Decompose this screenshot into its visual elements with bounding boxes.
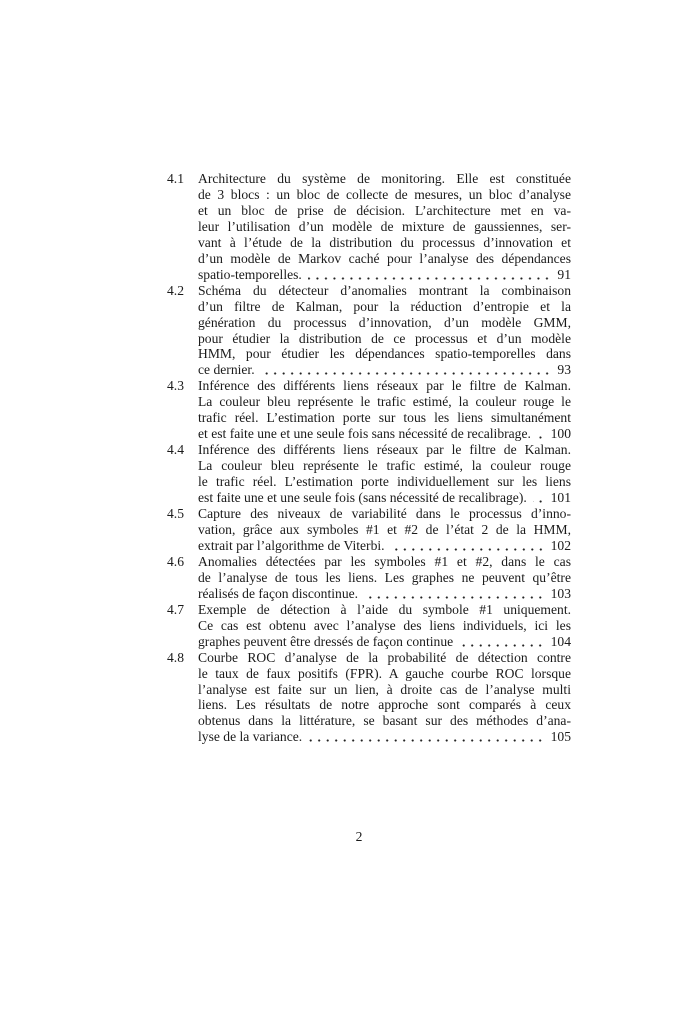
- caption-line: graphes peuvent être dressés de façon continue: [198, 633, 454, 649]
- figure-entry[interactable]: [167, 506, 571, 554]
- caption-line: trafic réel. L’estimation porte sur tous les liens simultanément: [198, 410, 571, 426]
- caption-line: liens. Les résultats de notre approche sont comparés à ceux: [198, 697, 571, 713]
- caption-line: est faite une et une seule fois (sans nécessité de recalibrage).: [198, 490, 527, 506]
- caption-line: leur l’utilisation d’un modèle de mixture de gaussiennes, ser-: [198, 218, 571, 234]
- figure-caption: [198, 602, 571, 650]
- caption-line: Ce cas est obtenu avec l’analyse des liens individuels, ici les: [198, 617, 571, 633]
- page-reference[interactable]: 93: [557, 362, 571, 378]
- figure-number: 4.7: [167, 601, 184, 617]
- figure-entry[interactable]: [167, 554, 571, 602]
- caption-last-line: [198, 490, 571, 506]
- figure-caption: [198, 171, 571, 283]
- figure-caption: [198, 283, 571, 379]
- caption-line: Schéma du détecteur d’anomalies montrant la combinaison: [198, 282, 571, 298]
- caption-last-line: [198, 267, 571, 283]
- caption-line: Inférence des différents liens réseaux par le filtre de Kalman.: [198, 378, 571, 394]
- page-reference[interactable]: 91: [557, 266, 571, 282]
- dot-leader: [537, 429, 545, 439]
- caption-line: pour étudier la distribution de ce processus et d’un modèle: [198, 330, 571, 346]
- figure-caption: [198, 506, 571, 554]
- caption-line: et est faite une et une seule fois sans nécessité de recalibrage.: [198, 426, 531, 442]
- page-reference[interactable]: 105: [550, 729, 571, 745]
- dot-leader: [308, 732, 544, 742]
- list-of-figures: [167, 171, 571, 745]
- dot-leader: [364, 589, 545, 599]
- caption-line: et un bloc de prise de décision. L’architecture met en va-: [198, 202, 571, 218]
- caption-line: le trafic réel. L’estimation porte individuellement sur les liens: [198, 474, 571, 490]
- caption-line: génération du processus d’innovation, d’un modèle GMM,: [198, 314, 571, 330]
- figure-caption: [198, 378, 571, 442]
- page-number: 2: [355, 829, 363, 844]
- page-reference[interactable]: 100: [550, 426, 571, 442]
- dot-leader: [459, 637, 544, 647]
- caption-line: Courbe ROC d’analyse de la probabilité de détection contre: [198, 649, 571, 665]
- caption-line: d’un filtre de Kalman, pour la réduction d’entropie et la: [198, 298, 571, 314]
- caption-line: de l’analyse de tous les liens. Les graphes ne peuvent qu’être: [198, 569, 571, 585]
- dot-leader: [391, 541, 545, 551]
- figure-entry[interactable]: [167, 378, 571, 442]
- caption-line: extrait par l’algorithme de Viterbi.: [198, 537, 385, 553]
- figure-number: 4.4: [167, 442, 184, 458]
- caption-line: vation, grâce aux symboles #1 et #2 de l’état 2 de la HMM,: [198, 521, 571, 537]
- caption-line: vant à l’étude de la distribution du processus d’innovation et: [198, 234, 571, 250]
- caption-last-line: [198, 426, 571, 442]
- caption-line: ce dernier.: [198, 362, 255, 378]
- caption-line: l’analyse est faite sur un lien, à droite cas de l’analyse multi: [198, 681, 571, 697]
- figure-entry[interactable]: [167, 442, 571, 506]
- figure-number: 4.1: [167, 171, 184, 186]
- page-reference[interactable]: 104: [550, 633, 571, 649]
- caption-last-line: [198, 586, 571, 602]
- caption-line: Inférence des différents liens réseaux par le filtre de Kalman.: [198, 442, 571, 458]
- caption-line: obtenus dans la littérature, se basant sur des méthodes d’ana-: [198, 713, 571, 729]
- caption-line: de 3 blocs : un bloc de collecte de mesures, un bloc d’analyse: [198, 186, 571, 202]
- caption-line: Capture des niveaux de variabilité dans le processus d’inno-: [198, 506, 571, 522]
- caption-line: spatio-temporelles.: [198, 266, 302, 282]
- caption-line: HMM, pour étudier les dépendances spatio-temporelles dans: [198, 346, 571, 362]
- caption-line: réalisés de façon discontinue.: [198, 585, 359, 601]
- caption-line: le taux de faux positifs (FPR). A gauche courbe ROC lorsque: [198, 665, 571, 681]
- figure-entry[interactable]: [167, 602, 571, 650]
- caption-last-line: [198, 538, 571, 554]
- figure-number: 4.3: [167, 378, 184, 394]
- figure-number: 4.6: [167, 553, 184, 569]
- caption-last-line: [198, 362, 571, 378]
- figure-caption: [198, 650, 571, 746]
- figure-number: 4.2: [167, 282, 184, 298]
- dot-leader: [308, 270, 551, 280]
- caption-line: La couleur bleu représente le trafic estimé, la couleur rouge: [198, 458, 571, 474]
- figure-entry[interactable]: [167, 650, 571, 746]
- dot-leader: [533, 493, 545, 503]
- figure-caption: [198, 554, 571, 602]
- figure-caption: [198, 442, 571, 506]
- caption-line: d’un modèle de Markov caché pour l’analyse des dépendances: [198, 250, 571, 266]
- figure-number: 4.5: [167, 506, 184, 522]
- caption-line: La couleur bleu représente le trafic estimé, la couleur rouge le: [198, 394, 571, 410]
- caption-line: Anomalies détectées par les symboles #1 et #2, dans le cas: [198, 553, 571, 569]
- caption-line: lyse de la variance.: [198, 729, 303, 745]
- page-reference[interactable]: 102: [550, 537, 571, 553]
- figure-entry[interactable]: [167, 171, 571, 283]
- caption-last-line: [198, 634, 571, 650]
- dot-leader: [261, 365, 551, 375]
- caption-line: Exemple de détection à l’aide du symbole #1 uniquement.: [198, 601, 571, 617]
- page-reference[interactable]: 101: [550, 490, 571, 506]
- figure-entry[interactable]: [167, 283, 571, 379]
- page-reference[interactable]: 103: [550, 585, 571, 601]
- figure-number: 4.8: [167, 649, 184, 665]
- caption-line: Architecture du système de monitoring. Elle est constituée: [198, 171, 571, 186]
- caption-last-line: [198, 729, 571, 745]
